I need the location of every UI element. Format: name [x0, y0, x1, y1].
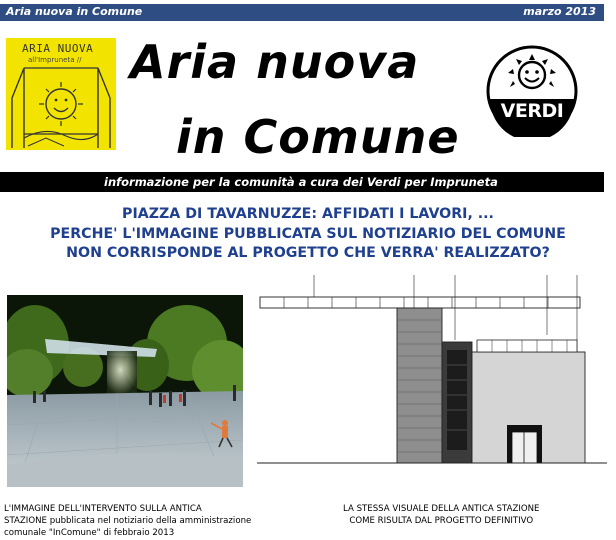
subheading-bar: [0, 172, 604, 192]
verdi-sun-logo: [486, 45, 578, 137]
station-project-elevation: [257, 270, 607, 470]
caption-left: [4, 503, 251, 539]
headline-line: PIAZZA DI TAVARNUZZE: AFFIDATI I LAVORI, ...: [122, 206, 494, 222]
caption-right-line: LA STESSA VISUALE DELLA ANTICA STAZIONE: [343, 504, 540, 514]
masthead-line2: in Comune: [176, 110, 460, 164]
headline-line: NON CORRISPONDE AL PROGETTO CHE VERRA' REALIZZATO?: [66, 245, 550, 261]
caption-right-line: COME RISULTA DAL PROGETTO DEFINITIVO: [349, 516, 534, 526]
caption-right: [343, 503, 540, 527]
logo-line1: ARIA NUOVA: [22, 42, 94, 55]
subheading-text: informazione per la comunità a cura dei Verdi per Impruneta: [104, 175, 498, 189]
top-banner: [0, 4, 604, 21]
logo-line2: all'Impruneta //: [28, 56, 82, 64]
headline-line: PERCHE' L'IMMAGINE PUBBLICATA SUL NOTIZIARIO DEL COMUNE: [50, 225, 566, 242]
aria-nuova-logo: [6, 38, 116, 150]
square-rendering-photo: [7, 295, 243, 487]
masthead-line1: Aria nuova: [130, 35, 420, 89]
caption-left-line: comunale "InComune" di febbraio 2013: [4, 528, 175, 538]
night-square-illustration: [7, 295, 243, 487]
caption-left-line: STAZIONE pubblicata nel notiziario della amministrazione: [4, 516, 252, 526]
article-headline: [0, 205, 616, 264]
caption-left-line: L'IMMAGINE DELL'INTERVENTO SULLA ANTICA: [4, 504, 202, 514]
verdi-wordmark: VERDI: [500, 100, 564, 122]
banner-title: Aria nuova in Comune: [6, 5, 143, 18]
issue-date: marzo 2013: [523, 5, 596, 18]
